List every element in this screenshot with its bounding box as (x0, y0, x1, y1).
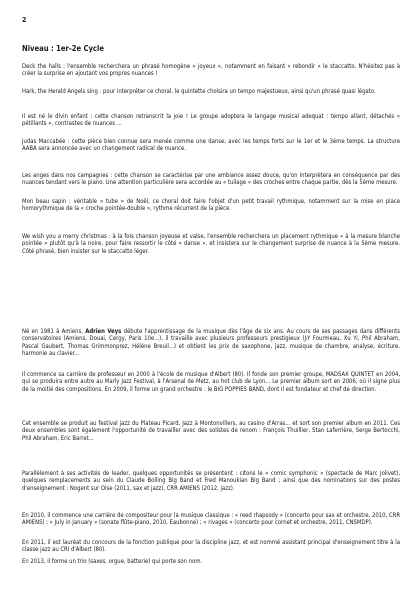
piece-hark-the-herald: Hark, the Herald Angels sing : pour interpréter ce choral, le quintette choisira un tempo majestueux, ainsi qu'un phrasé quasi légato. (22, 88, 376, 95)
author-name: Adrien Veys (85, 328, 122, 335)
level-title: Niveau : 1er-2e Cycle (22, 44, 104, 53)
bio-intro-lead: Né en 1981 à Amiens, (22, 328, 86, 335)
bio-intro-rest: débute l'apprentissage de la musique dès l'âge de six ans. Au cours de ses passages dans différents conservatoires (Amiens, Douai, Cergy, Paris 10e...), il travaille avec plusieurs professeurs prestigieux (J-Y Fourmeau, Xu Yi, Phil Abraham, Pascal Gaubert, Thomas Grimmonprez, Hélène Breuil...) et obtient les prix de saxophone, jazz, musique de chambre, analyse, écriture, harmonie au clavier... (22, 328, 400, 358)
piece-il-est-ne: Il est né le divin enfant : cette chanson retranscrit la joie ! Le groupe adoptera le langage musical adequat : tempo allant, détachés « pétillants », contrastes de nuances ... (22, 113, 400, 128)
bio-paragraph-teaching: Il commence sa carrière de professeur en 2000 à l'école de musique d'Albert (80). Il fonde son premier groupe, MADSAX QUINTET en 2004, qui se produira entre autre au Marly Jazz Festival, à l'Arsenal de Metz, au hot club de Lyon... Le premier album sort en 2006, où il signe plus de la moitié des compositions. En 2009, il forme un grand orchestre : le BIG POPPIES BAND, dont il est fondateur et chef de direction. (22, 371, 400, 393)
bio-paragraph-ensemble: Cet ensemble se produit au festival jazz du Plateau Picard, Jazz à Montonvillers, au casino d'Arras... et sort son premier album en 2011. Ces deux ensembles sont également l'opportunité de travailler avec des solistes de renom : François Thuillier, Stan Laferrière, Serge Bertocchi, Phil Abraham, Eric Barret... (22, 420, 400, 442)
piece-les-anges: Les anges dans nos campagnes : cette chanson se caractérise par une ambiance assez douce, qu'on interprètera en conséquence par des nuances tendant vers le piano. Une attention particulière sera accordée au « tuilage » des croches entre chaque partie, dès la 5ème mesure. (22, 172, 400, 187)
bio-paragraph-laureate: En 2011, il est lauréat du concours de la fonction publique pour la discipline jazz, et est nommé assistant principal d'enseignement titre à la classe jazz au CRI d'Albert (80). (22, 539, 400, 554)
bio-paragraph-opportunities: Parallèlement à ses activités de leader, quelques opportunités se présentent : citons le « comic symphonic » (spectacle de Marc Jolivet), quelques remplacements au sein du Claude Bolling Big Band et Fred Manoukian Big Band ; ainsi que des nominations sur des postes d'enseignement : Nogent sur Oise (2011, sax et jazz), CRR AMIENS (2012, jazz). (22, 470, 400, 492)
piece-deck-the-halls: Deck the halls : l'ensemble recherchera un phrasé homogène « joyeux », notamment en faisant « rebondir » le staccatto. N'hésitez pas à créer la surprise en ajoutant vos propres nuances ! (22, 63, 400, 78)
piece-mon-beau-sapin: Mon beau sapin : véritable « tube » de Noël, ce choral doit faire l'objet d'un petit travail rythmique, notamment sur la mise en place homorythmique de la « croche pointée-double », rythme récurrent de la pièce. (22, 198, 400, 213)
bio-paragraph-composer: En 2010, il commence une carrière de compositeur pour la musique classique : « reed rhapsody » (concerto pour sax et orchestre, 2010, CRR AMIENS) ; « July in January » (sonate flûte-piano, 2010, Eaubonne) ; « rivages » (concerto pour cornet et orchestre, 2011, CNSMDP). (22, 512, 400, 527)
piece-judas-maccabee: Judas Maccabée : cette pièce bien connue sera menée comme une danse, avec les temps forts sur le 1er et le 3ème temps. La structure AABA sera annoncée avec un changement radical de nuance. (22, 138, 400, 153)
piece-we-wish-you: We wish you a merry christmas : à la fois chanson joyeuse et valse, l'ensemble recherchera un placement rythmique « à la mesure blanche pointée » plutôt qu'à la noire, pour faire ressortir le côté « danse », et insistera sur le changement surprise de nuance à la 5ème mesure. Côté phrasé, bien insister sur le staccatto léger. (22, 233, 400, 255)
bio-paragraph-intro (22, 329, 400, 359)
page-number: 2 (22, 16, 27, 24)
bio-paragraph-trio: En 2013, il forme un trio (saxes, orgue, batterie) qui porte son nom. (22, 558, 203, 565)
